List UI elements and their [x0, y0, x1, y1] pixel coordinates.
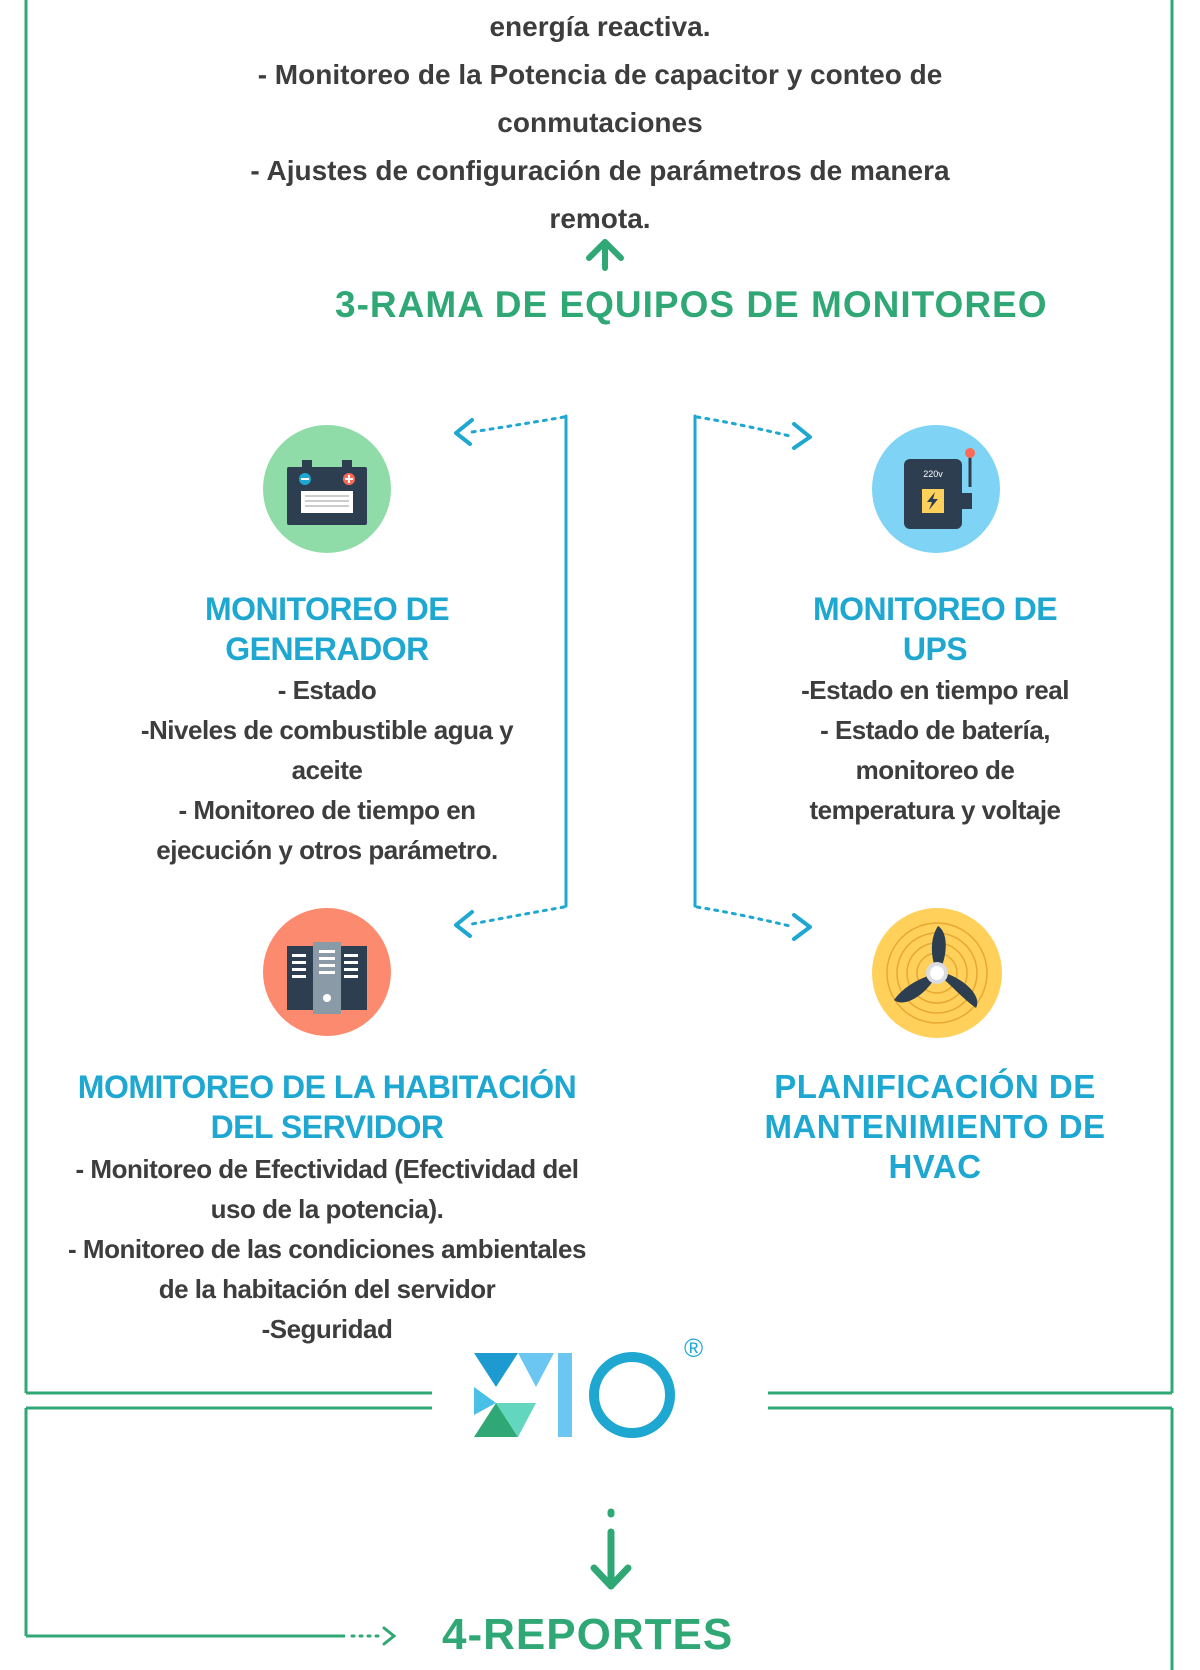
ups-voltage-label: 220v [923, 469, 943, 479]
server-icon-graphic [263, 908, 391, 1036]
ups-detail-line: -Estado en tiempo real [801, 675, 1069, 705]
ups-title [735, 589, 1135, 669]
intro-line: conmutaciones [497, 107, 703, 138]
server-room-detail-line: de la habitación del servidor [158, 1274, 496, 1304]
ups-detail-line: temperatura y voltaje [809, 795, 1061, 825]
intro-line: remota. [549, 203, 651, 234]
arrow-down-icon [586, 1504, 636, 1594]
intro-line: - Monitoreo de la Potencia de capacitor y conteo de [257, 59, 943, 90]
hvac-title-line: HVAC [888, 1148, 982, 1185]
generator-detail-line: -Niveles de combustible agua y [140, 715, 514, 745]
server-room-title [27, 1067, 627, 1147]
hvac-title-line: PLANIFICACIÓN DE [774, 1068, 1096, 1105]
generator-title-line: MONITOREO DE [204, 591, 450, 627]
generator-detail-line: aceite [291, 755, 363, 785]
server-room-title-line: DEL SERVIDOR [210, 1109, 444, 1145]
ups-title-line: MONITOREO DE [812, 591, 1058, 627]
generator-detail-line: - Estado [277, 675, 377, 705]
section-title: 3-RAMA DE EQUIPOS DE MONITOREO [335, 284, 1048, 325]
battery-icon [263, 425, 391, 553]
ups-details [735, 670, 1135, 830]
registered-mark: ® [684, 1333, 704, 1363]
ups-icon-graphic [872, 425, 1000, 553]
server-icon [263, 908, 391, 1036]
fan-icon-graphic [872, 908, 1002, 1038]
server-room-detail-line: -Seguridad [261, 1314, 393, 1344]
ups-icon [872, 425, 1000, 553]
server-room-detail-line: - Monitoreo de las condiciones ambientales [68, 1234, 586, 1264]
section-title-reports: 4-REPORTES [442, 1610, 734, 1659]
ups-title-line: UPS [902, 631, 968, 667]
server-room-detail-line: - Monitoreo de Efectividad (Efectividad del [75, 1154, 579, 1184]
ups-detail-line: monitoreo de [855, 755, 1015, 785]
intro-line: - Ajustes de configuración de parámetros de manera [250, 155, 950, 186]
server-room-title-line: MOMITOREO DE LA HABITACIÓN [77, 1069, 577, 1105]
server-room-details [27, 1149, 627, 1349]
ups-detail-line: - Estado de batería, [820, 715, 1050, 745]
generator-details [77, 670, 577, 870]
generator-detail-line: - Monitoreo de tiempo en [178, 795, 476, 825]
xio-logo [474, 1333, 714, 1445]
intro-line: energía reactiva. [489, 11, 711, 42]
generator-title [127, 589, 527, 669]
xio-logo-graphic [474, 1345, 714, 1445]
hvac-title [735, 1067, 1135, 1187]
fan-icon [872, 908, 1002, 1038]
battery-icon-graphic [263, 425, 391, 553]
server-room-detail-line: uso de la potencia). [210, 1194, 444, 1224]
hvac-title-line: MANTENIMIENTO DE [764, 1108, 1106, 1145]
generator-detail-line: ejecución y otros parámetro. [156, 835, 498, 865]
generator-title-line: GENERADOR [225, 631, 429, 667]
